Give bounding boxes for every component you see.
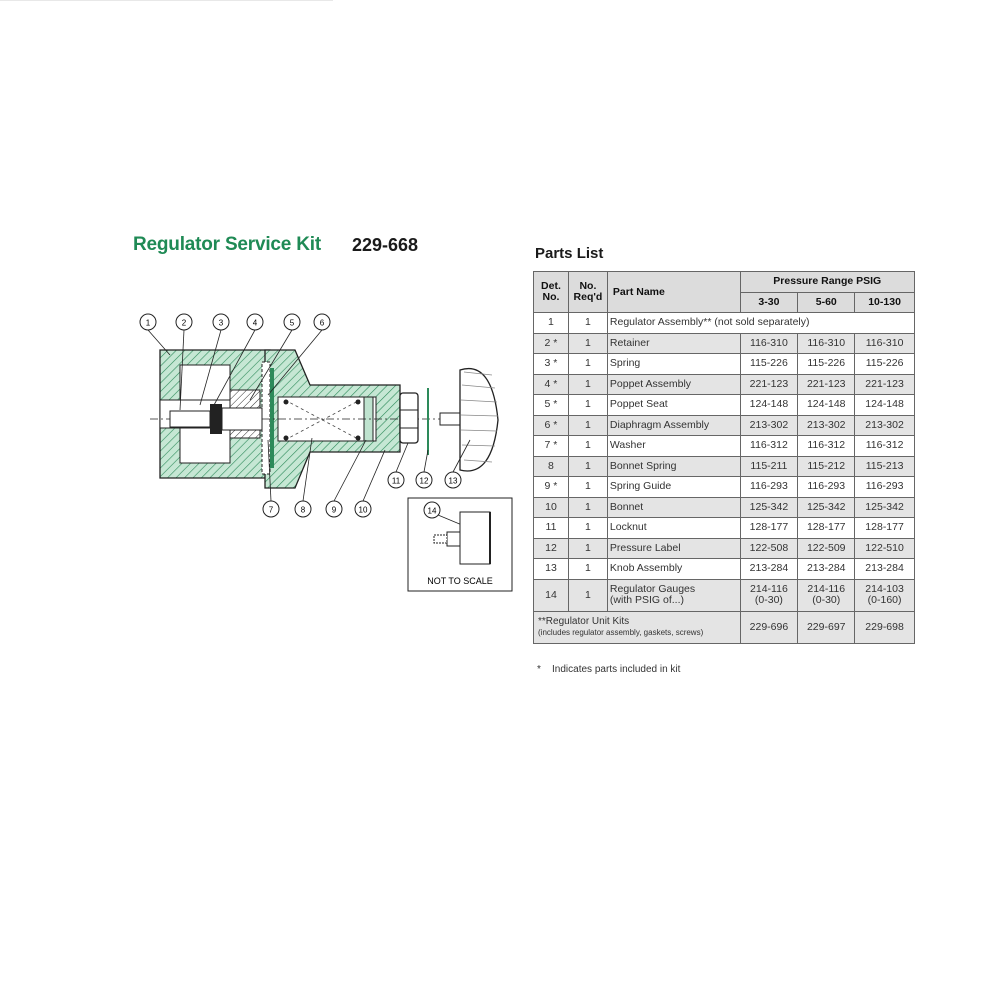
cell-range-3: 125-342 (855, 497, 915, 518)
cell-range-1 (740, 579, 798, 611)
cell-range-3: 116-293 (855, 477, 915, 498)
callout-7: 7 (268, 505, 274, 515)
cell-req: 1 (568, 354, 607, 375)
cell-req: 1 (568, 477, 607, 498)
header-req (568, 272, 607, 313)
cell-range-3: 213-302 (855, 415, 915, 436)
table-row (534, 477, 915, 498)
table-row (534, 333, 915, 354)
cell-part-name: Locknut (607, 518, 740, 539)
parts-table-tail (534, 579, 915, 643)
cell-range-3: 128-177 (855, 518, 915, 539)
table-row (534, 354, 915, 375)
cell-range-2: 213-302 (798, 415, 855, 436)
cell-req: 1 (568, 374, 607, 395)
cell-req: 1 (568, 579, 607, 611)
header-det-line2: No. (542, 291, 560, 303)
header-range-1: 3-30 (740, 292, 798, 313)
kit-number: 229-668 (352, 235, 419, 255)
cell-det: 1 (534, 313, 569, 334)
callout-13: 13 (448, 476, 458, 486)
page-title: Regulator Service Kit (133, 234, 321, 255)
cell-range-3: 213-284 (855, 559, 915, 580)
cell-range-2: 128-177 (798, 518, 855, 539)
footnote-text: Indicates parts included in kit (552, 664, 681, 675)
cell-range-3: 124-148 (855, 395, 915, 416)
kits-label-line2: (includes regulator assembly, gaskets, screws) (538, 628, 704, 637)
cell-range-3 (855, 579, 915, 611)
cell-det: 2 * (534, 333, 569, 354)
cell-part-name: Washer (607, 436, 740, 457)
cell-range-1: 116-310 (740, 333, 798, 354)
table-row (534, 415, 915, 436)
cell-kit-1: 229-696 (740, 611, 798, 643)
cell-range-2: 116-293 (798, 477, 855, 498)
cell-part-name: Poppet Seat (607, 395, 740, 416)
callout-3: 3 (218, 318, 224, 328)
callout-8: 8 (300, 505, 306, 515)
cell-det: 4 * (534, 374, 569, 395)
callout-2: 2 (181, 318, 187, 328)
gauge-name-line2: (with PSIG of...) (609, 594, 685, 606)
cell-part-name: Regulator Assembly** (not sold separately) (607, 313, 914, 334)
cell-det: 10 (534, 497, 569, 518)
cell-range-1: 221-123 (740, 374, 798, 395)
gauge-p1-line1: 214-116 (750, 583, 788, 595)
cell-req: 1 (568, 395, 607, 416)
header-range-2: 5-60 (798, 292, 855, 313)
header-det-no (534, 272, 569, 313)
header-det-line1: Det. (541, 280, 561, 292)
cell-range-3: 221-123 (855, 374, 915, 395)
table-row (534, 456, 915, 477)
cell-part-name: Bonnet (607, 497, 740, 518)
table-row (534, 538, 915, 559)
cell-kits-label (534, 611, 741, 643)
cell-range-2: 115-226 (798, 354, 855, 375)
cell-part-name: Pressure Label (607, 538, 740, 559)
gauge-p1-line2: (0-30) (754, 594, 783, 606)
cell-range-1: 116-312 (740, 436, 798, 457)
callout-6: 6 (319, 318, 325, 328)
parts-list-heading: Parts List (535, 245, 604, 262)
gauge-name-line1: Regulator Gauges (609, 583, 696, 595)
cell-part-name (607, 579, 740, 611)
cell-range-2: 122-509 (798, 538, 855, 559)
header-req-line1: No. (579, 280, 597, 292)
callout-10: 10 (358, 505, 368, 515)
cell-range-2: 221-123 (798, 374, 855, 395)
cell-range-3: 115-226 (855, 354, 915, 375)
callout-1: 1 (145, 318, 151, 328)
cell-range-2 (798, 579, 855, 611)
cell-range-1: 115-211 (740, 456, 798, 477)
cell-req: 1 (568, 313, 607, 334)
table-row (534, 374, 915, 395)
table-row-gauges (534, 579, 915, 611)
callout-14: 14 (427, 506, 437, 516)
callout-11: 11 (391, 476, 401, 486)
cell-range-1: 213-284 (740, 559, 798, 580)
knob-assembly (440, 369, 498, 471)
cell-part-name: Spring Guide (607, 477, 740, 498)
cell-req: 1 (568, 518, 607, 539)
cell-range-3: 116-310 (855, 333, 915, 354)
not-to-scale-label: NOT TO SCALE (427, 576, 493, 586)
cell-range-1: 213-302 (740, 415, 798, 436)
table-row (534, 559, 915, 580)
cell-part-name: Spring (607, 354, 740, 375)
footnote (537, 664, 680, 675)
cell-range-1: 115-226 (740, 354, 798, 375)
cell-range-1: 125-342 (740, 497, 798, 518)
cell-range-3: 115-213 (855, 456, 915, 477)
table-row (534, 436, 915, 457)
cell-req: 1 (568, 559, 607, 580)
table-row-kits (534, 611, 915, 643)
gauge-p3-line2: (0-160) (867, 594, 902, 606)
callout-12: 12 (419, 476, 429, 486)
parts-table (533, 271, 915, 644)
cell-det: 3 * (534, 354, 569, 375)
cell-req: 1 (568, 333, 607, 354)
table-row (534, 497, 915, 518)
callout-5: 5 (289, 318, 295, 328)
cell-part-name: Retainer (607, 333, 740, 354)
cell-range-2: 116-312 (798, 436, 855, 457)
callout-9: 9 (331, 505, 337, 515)
cell-req: 1 (568, 415, 607, 436)
cell-range-2: 125-342 (798, 497, 855, 518)
cell-kit-2: 229-697 (798, 611, 855, 643)
cell-part-name: Knob Assembly (607, 559, 740, 580)
table-row (534, 395, 915, 416)
header-req-line2: Req'd (573, 291, 603, 303)
cell-part-name: Bonnet Spring (607, 456, 740, 477)
cell-det: 8 (534, 456, 569, 477)
cell-range-3: 116-312 (855, 436, 915, 457)
locknut (400, 393, 418, 443)
cell-det: 14 (534, 579, 569, 611)
cell-range-1: 124-148 (740, 395, 798, 416)
parts-table-body (534, 313, 915, 580)
cell-req: 1 (568, 456, 607, 477)
gauge-p2-line2: (0-30) (812, 594, 841, 606)
cell-req: 1 (568, 538, 607, 559)
cell-range-2: 116-310 (798, 333, 855, 354)
cell-part-name: Diaphragm Assembly (607, 415, 740, 436)
cell-det: 5 * (534, 395, 569, 416)
cell-det: 6 * (534, 415, 569, 436)
cell-req: 1 (568, 436, 607, 457)
footnote-star: * (537, 664, 541, 675)
cell-range-2: 115-212 (798, 456, 855, 477)
gauge-p3-line1: 214-103 (865, 583, 904, 595)
header-range-3: 10-130 (855, 292, 915, 313)
header-part-name: Part Name (607, 272, 740, 313)
cell-det: 12 (534, 538, 569, 559)
cell-det: 9 * (534, 477, 569, 498)
cell-kit-3: 229-698 (855, 611, 915, 643)
cell-req: 1 (568, 497, 607, 518)
cell-det: 7 * (534, 436, 569, 457)
callout-4: 4 (252, 318, 258, 328)
table-row (534, 313, 915, 334)
table-row (534, 518, 915, 539)
cell-range-1: 116-293 (740, 477, 798, 498)
cell-part-name: Poppet Assembly (607, 374, 740, 395)
cell-range-3: 122-510 (855, 538, 915, 559)
gauge-p2-line1: 214-116 (807, 583, 846, 595)
header-pressure-range: Pressure Range PSIG (740, 272, 915, 293)
cell-range-2: 124-148 (798, 395, 855, 416)
table-header-row (534, 272, 915, 293)
cell-det: 13 (534, 559, 569, 580)
cell-range-2: 213-284 (798, 559, 855, 580)
cell-range-1: 128-177 (740, 518, 798, 539)
gauge-inset (408, 498, 512, 591)
cell-det: 11 (534, 518, 569, 539)
kits-label-line1: **Regulator Unit Kits (538, 616, 630, 627)
cell-range-1: 122-508 (740, 538, 798, 559)
